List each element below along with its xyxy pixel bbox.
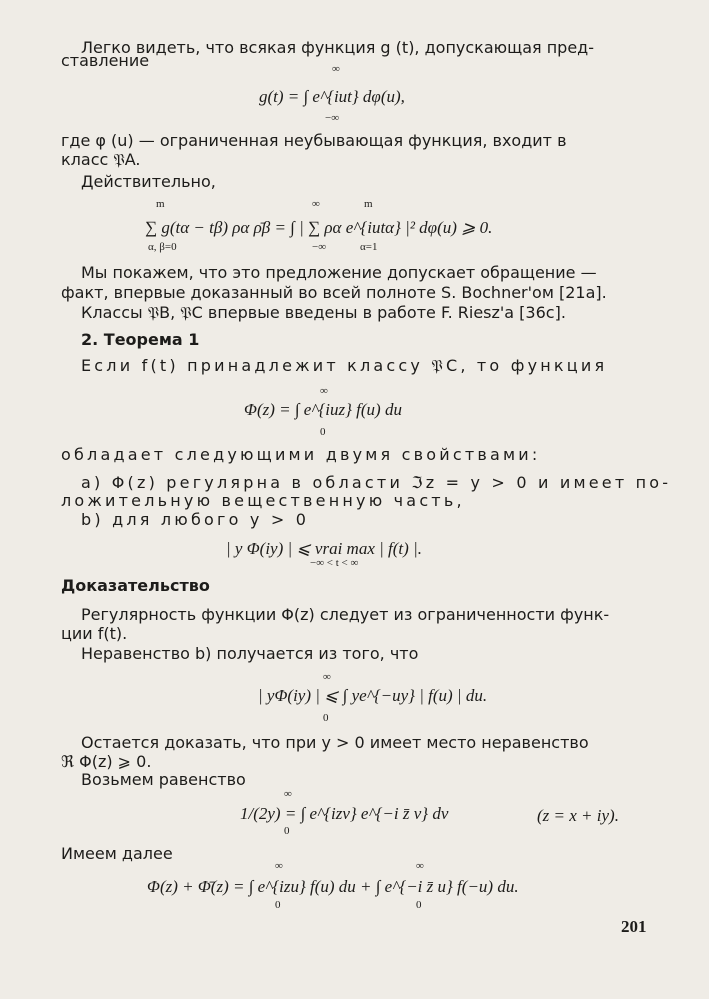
text-line-12: a) Φ(z) регулярна в области ℑz = y > 0 и имеет по- <box>81 473 672 492</box>
text-line-1: Легко видеть, что всякая функция g (t), допускающая пред- <box>81 38 594 57</box>
formula-2-int-lower: −∞ <box>312 241 327 253</box>
text-line-11: обладает следующими двумя свойствами: <box>61 445 541 464</box>
text-line-16: Регулярность функции Φ(z) следует из ограниченности функ- <box>81 605 610 624</box>
text-line-8: Классы 𝔓B, 𝔓C впервые введены в работе F. Riesz'a [36c]. <box>81 303 566 322</box>
formula-2-sum2-upper: m <box>364 198 373 210</box>
formula-7-lower-limit-1: 0 <box>275 899 281 911</box>
formula-5-lower-limit: 0 <box>323 712 329 724</box>
formula-6: 1/(2y) = ∫ e^{izv} e^{−i z̄ v} dv <box>240 804 449 823</box>
formula-7: Φ(z) + Φ̄(z) = ∫ e^{izu} f(u) du + ∫ e^{−i z̄ u} f(−u) du. <box>147 877 519 896</box>
formula-1-lower-limit: −∞ <box>325 112 340 124</box>
formula-7-lower-limit-2: 0 <box>416 899 422 911</box>
text-line-2: ставление <box>61 51 150 70</box>
text-line-7: факт, впервые доказанный во всей полноте S. Bochner'ом [21a]. <box>61 283 607 302</box>
formula-2: ∑ g(tα − tβ) ρα ρ̄β = ∫ | ∑ ρα e^{iutα} |² dφ(u) ⩾ 0. <box>145 218 493 237</box>
text-line-6: Мы покажем, что это предложение допускает обращение — <box>81 263 597 282</box>
formula-1: g(t) = ∫ e^{iut} dφ(u), <box>259 87 405 106</box>
formula-3: Φ(z) = ∫ e^{iuz} f(u) du <box>244 400 402 419</box>
text-line-17: ции f(t). <box>61 624 128 643</box>
formula-2-sum2-lower: α=1 <box>360 241 378 253</box>
text-line-5: Действительно, <box>81 172 216 191</box>
text-line-18: Неравенство b) получается из того, что <box>81 644 419 663</box>
text-line-13: ложительную вещественную часть, <box>61 491 465 510</box>
text-line-19: Остается доказать, что при y > 0 имеет место неравенство <box>81 733 589 752</box>
page-number: 201 <box>621 917 647 936</box>
text-line-14: b) для любого y > 0 <box>81 510 310 529</box>
text-line-21: Возьмем равенство <box>81 770 246 789</box>
formula-3-lower-limit: 0 <box>320 426 326 438</box>
formula-2-sum-lower: α, β=0 <box>148 241 177 253</box>
formula-2-int-upper: ∞ <box>312 198 320 210</box>
formula-2-sum-upper: m <box>156 198 165 210</box>
formula-7-upper-limit-1: ∞ <box>275 860 283 872</box>
text-line-10: Если f(t) принадлежит классу 𝔓C, то функция <box>81 356 608 375</box>
proof-heading: Доказательство <box>61 576 210 595</box>
formula-5: | yΦ(iy) | ⩽ ∫ ye^{−uy} | f(u) | du. <box>258 686 488 705</box>
formula-3-upper-limit: ∞ <box>320 385 328 397</box>
formula-7-upper-limit-2: ∞ <box>416 860 424 872</box>
formula-5-upper-limit: ∞ <box>323 671 331 683</box>
text-line-20: ℜ Φ(z) ⩾ 0. <box>61 752 152 771</box>
formula-6-upper-limit: ∞ <box>284 788 292 800</box>
formula-4: | y Φ(iy) | ⩽ vrai max | f(t) |. <box>226 539 422 558</box>
text-line-4: класс 𝔓A. <box>61 150 141 169</box>
text-line-22: Имеем далее <box>61 844 173 863</box>
text-line-3: где φ (u) — ограниченная неубывающая функция, входит в <box>61 131 567 150</box>
formula-6-lower-limit: 0 <box>284 825 290 837</box>
formula-6-note: (z = x + iy). <box>537 806 619 825</box>
theorem-heading: 2. Теорема 1 <box>81 330 200 349</box>
formula-4-lower-limit: −∞ < t < ∞ <box>310 557 359 569</box>
formula-1-upper-limit: ∞ <box>332 63 340 75</box>
